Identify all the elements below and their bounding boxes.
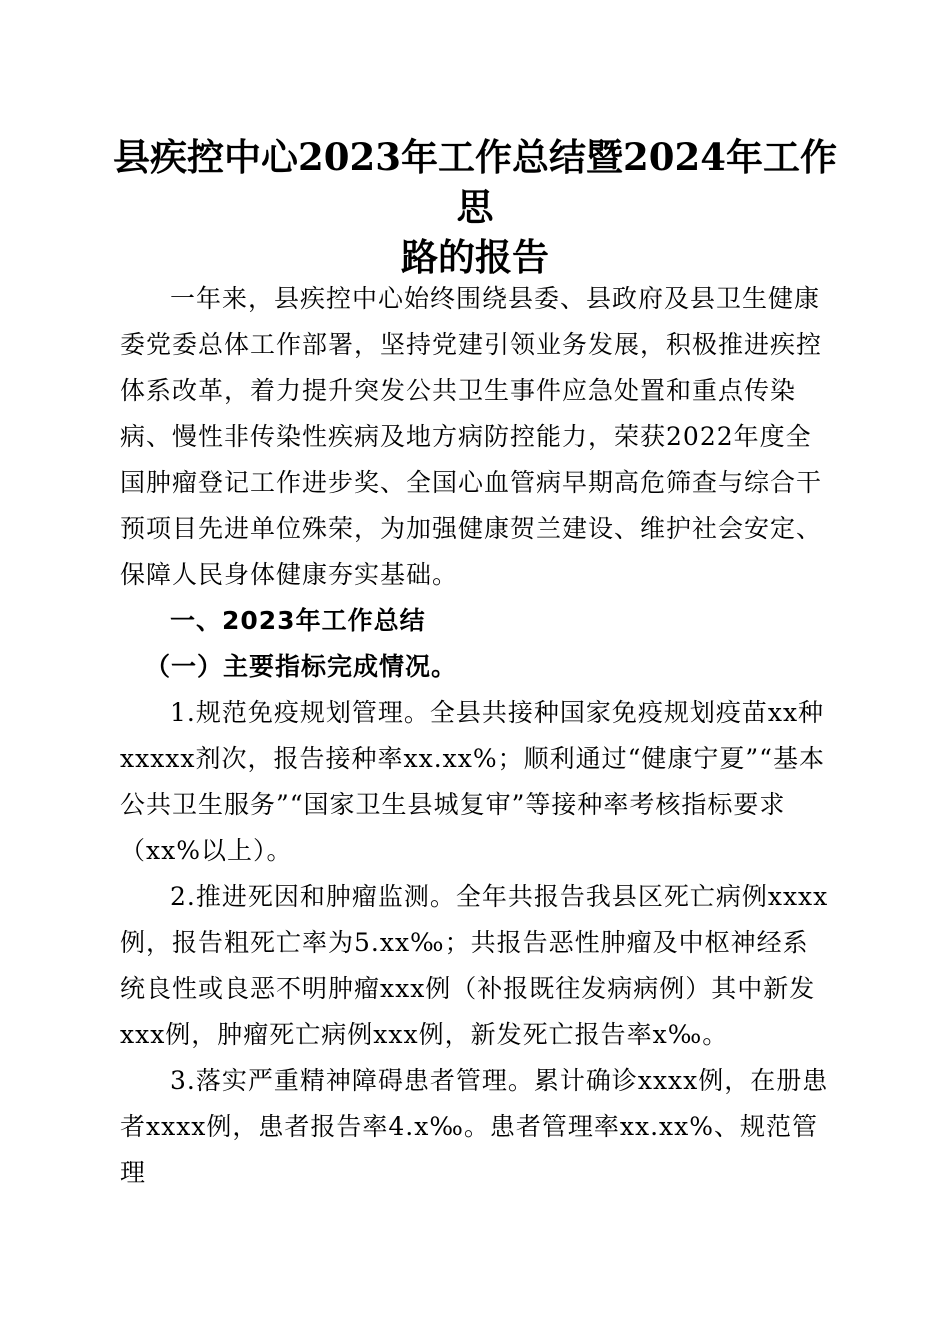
item-paragraph-2: 2.推进死因和肿瘤监测。全年共报告我县区死亡病例xxxx例，报告粗死亡率为5.xx‰；共报告恶性肿瘤及中枢神经系统良性或良恶不明肿瘤xxx例（补报既往发病病例）其中新发xxx例，肿瘤死亡病例xxx例，新发死亡报告率x‰。 [120, 882, 829, 1049]
document-title [100, 132, 850, 282]
item-paragraph-1: 1.规范免疫规划管理。全县共接种国家免疫规划疫苗xx种xxxxx剂次，报告接种率xx.xx%；顺利通过“健康宁夏”“基本公共卫生服务”“国家卫生县城复审”等接种率考核指标要求（xx%以上）。 [120, 698, 825, 865]
intro-paragraph: 一年来，县疾控中心始终围绕县委、县政府及县卫生健康委党委总体工作部署，坚持党建引领业务发展，积极推进疾控体系改革，着力提升突发公共卫生事件应急处置和重点传染病、慢性非传染性疾病及地方病防控能力，荣获2022年度全国肿瘤登记工作进步奖、全国心血管病早期高危筛查与综合干预项目先进单位殊荣，为加强健康贺兰建设、维护社会安定、保障人民身体健康夯实基础。 [120, 284, 823, 589]
subsection-heading: （一）主要指标完成情况。 [145, 652, 458, 681]
title-line-2: 路的报告 [401, 235, 549, 279]
item-paragraph-3: 3.落实严重精神障碍患者管理。累计确诊xxxx例，在册患者xxxx例，患者报告率4.x‰。患者管理率xx.xx%、规范管理 [120, 1066, 829, 1187]
title-line-1: 县疾控中心2023年工作总结暨2024年工作思 [113, 135, 837, 229]
document-body [120, 276, 832, 1196]
section-heading: 一、2023年工作总结 [170, 606, 426, 635]
